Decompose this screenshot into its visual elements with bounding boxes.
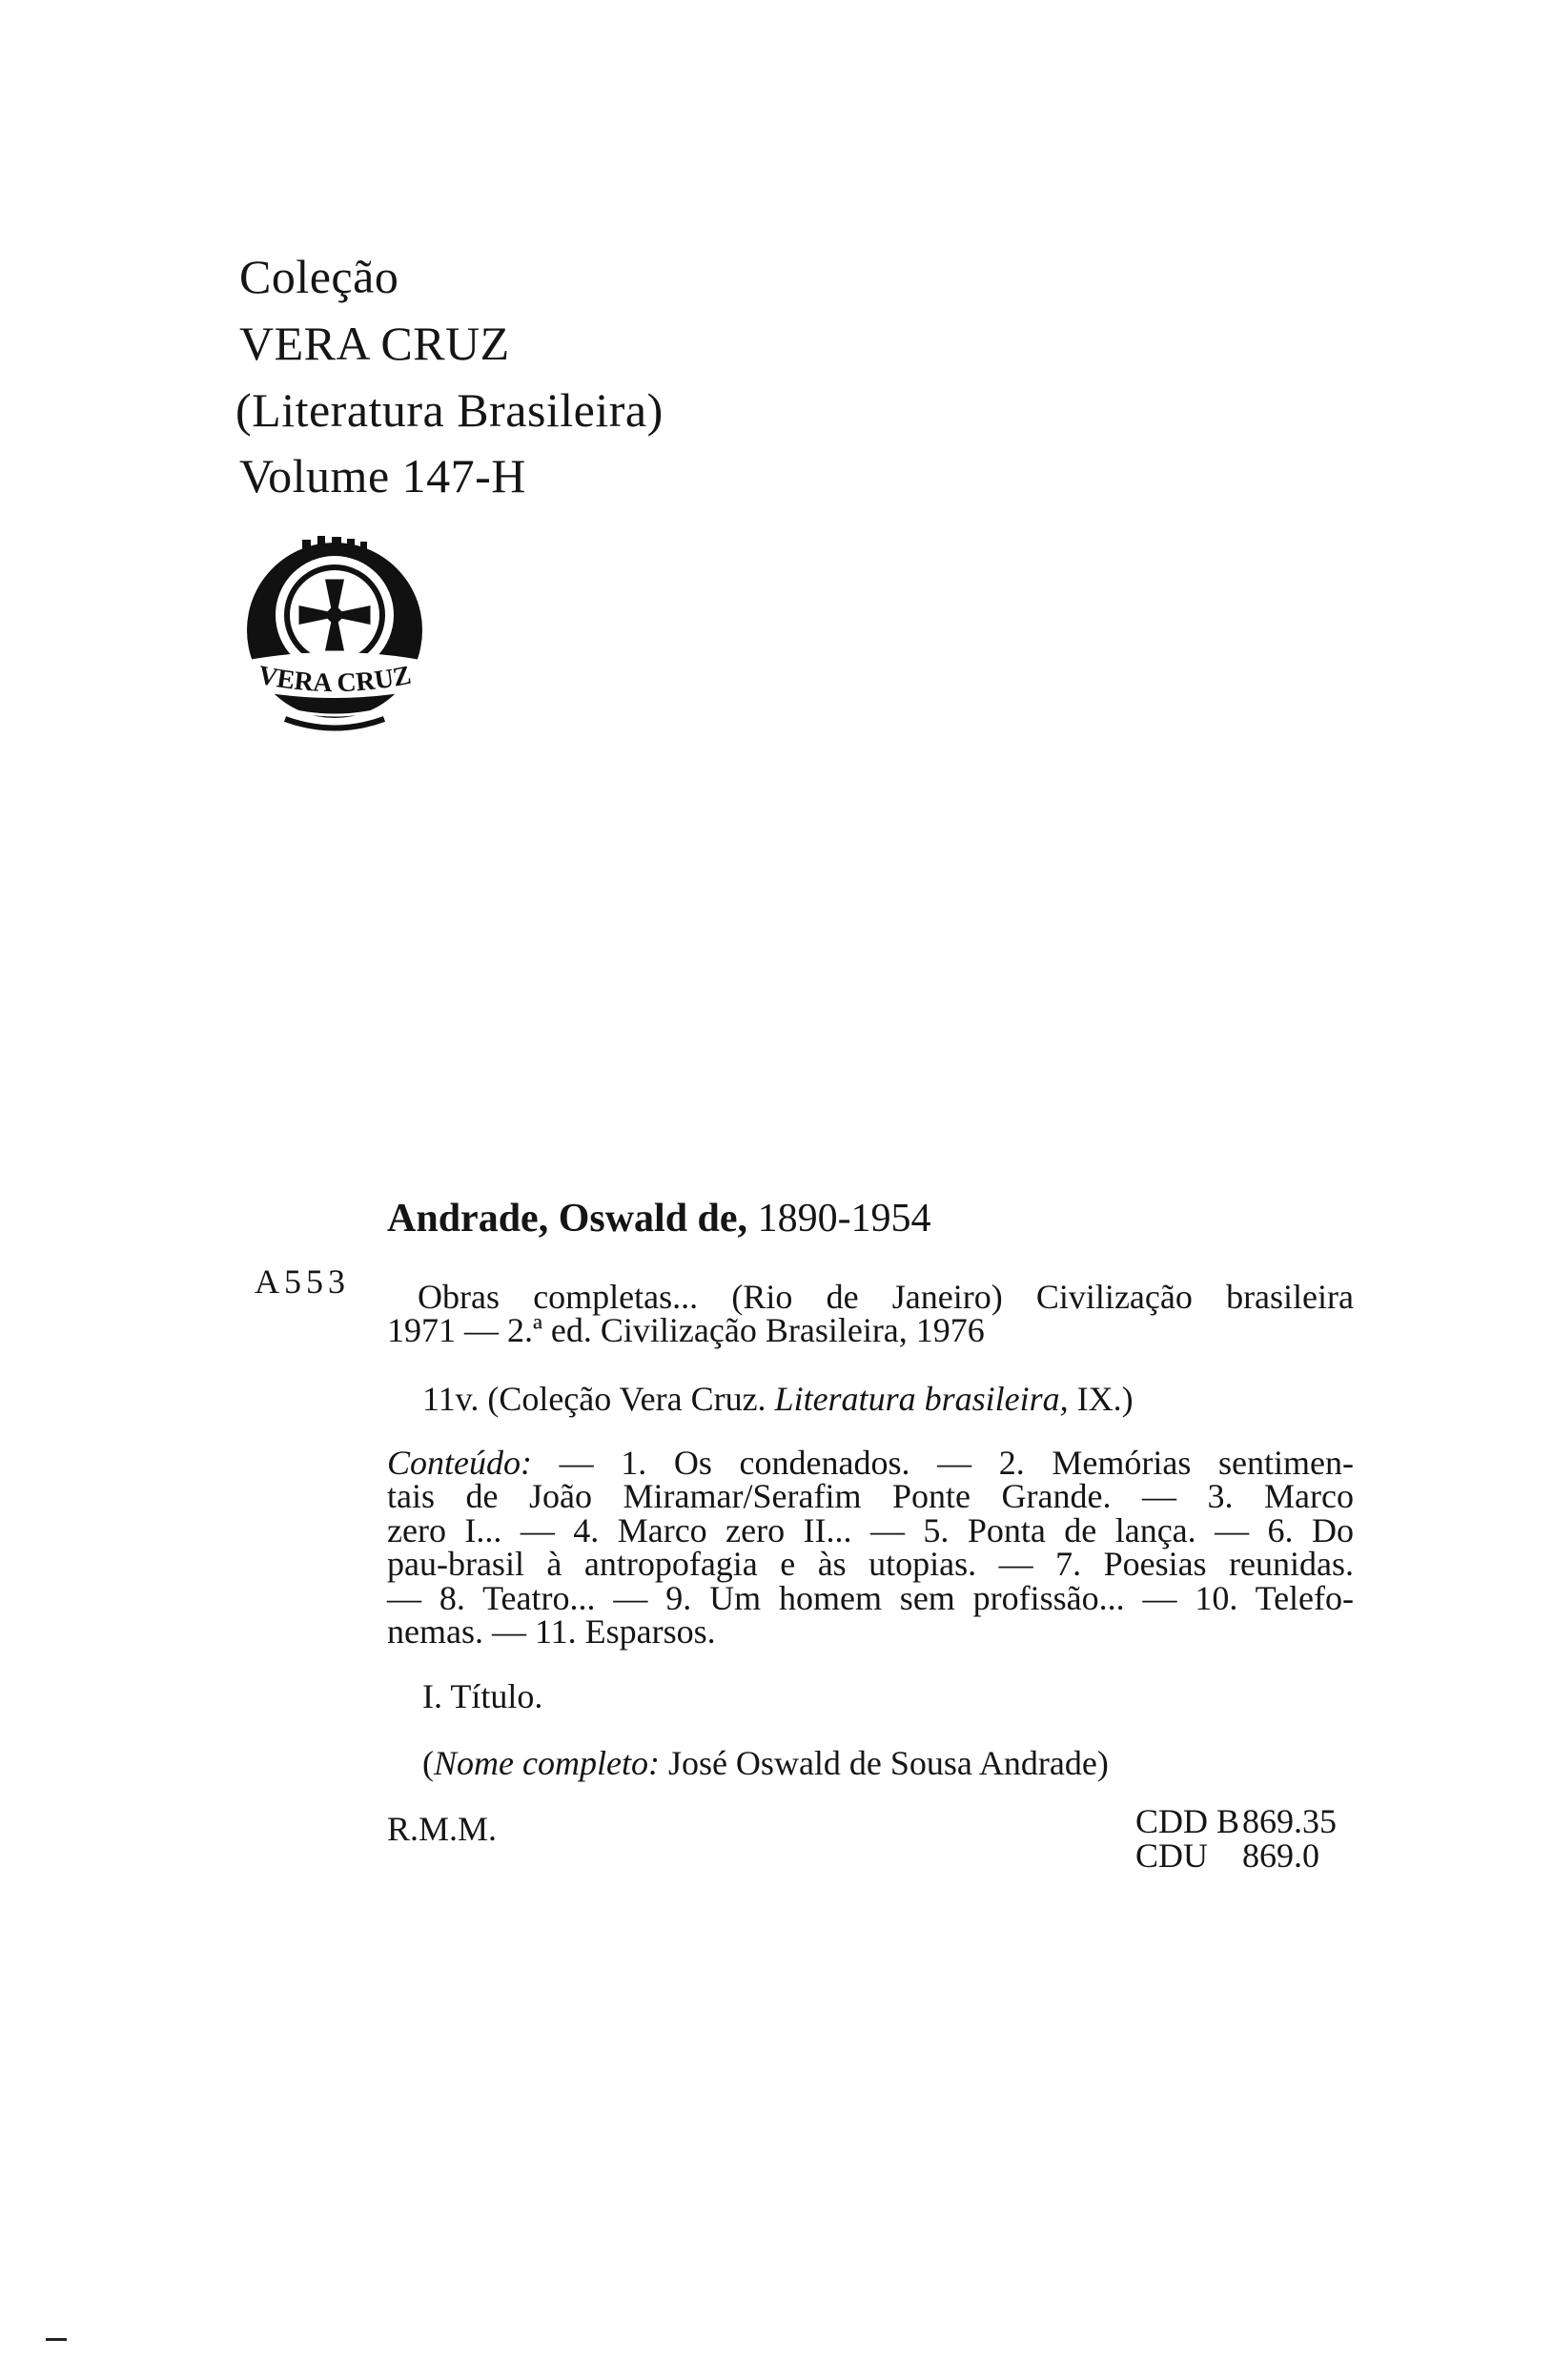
contents-text: — 1. Os condenados. — 2. Memórias sentimen- (559, 1444, 1354, 1482)
catalog-heading (387, 1199, 931, 1239)
cataloger-initials: R.M.M. (387, 1810, 498, 1848)
cdd-classification (1135, 1804, 1337, 1838)
logo-text: VERA CRUZ (255, 660, 414, 699)
volume-number: Volume 147-H (239, 449, 526, 503)
contents-line: tais de João Miramar/Serafim Ponte Grande. — 3. Marco (387, 1477, 1354, 1516)
contents-label: Conteúdo: (387, 1444, 532, 1482)
author-name: Andrade, Oswald de, (387, 1197, 748, 1241)
full-name-label: Nome completo: (434, 1744, 660, 1782)
collation-series-title: Literatura brasileira, (774, 1380, 1069, 1418)
collation-text: 11v. (Coleção Vera Cruz. (422, 1380, 766, 1418)
collection-name: VERA CRUZ (239, 317, 510, 370)
full-name-note (422, 1746, 1109, 1780)
cdd-value: 869.35 (1242, 1802, 1337, 1840)
contents-line: zero I... — 4. Marco zero II... — 5. Ponta de lança. — 6. Do (387, 1510, 1354, 1549)
title-tracing: I. Título. (422, 1677, 543, 1715)
cdu-value: 869.0 (1242, 1836, 1319, 1875)
contents-line: — 8. Teatro... — 9. Um homem sem profissão... — 10. Telefo- (387, 1578, 1354, 1617)
margin-dash (46, 2338, 67, 2341)
collation-series-number: IX.) (1076, 1380, 1134, 1418)
subseries-title: (Literatura Brasileira) (235, 383, 664, 437)
contents-line: pau-brasil à antropofagia e às utopias. — 7. Poesias reunidas. (387, 1545, 1354, 1584)
contents-line: nemas. — 11. Esparsos. (387, 1611, 716, 1651)
author-dates: 1890-1954 (757, 1197, 931, 1241)
vera-cruz-logo (239, 535, 430, 733)
collation-line (422, 1382, 1134, 1416)
cdd-label: CDD B (1135, 1802, 1240, 1840)
contents-line (387, 1446, 1354, 1480)
imprint-line: Obras completas... (Rio de Janeiro) Civilização brasileira (418, 1278, 1354, 1316)
cdu-classification (1135, 1838, 1319, 1873)
imprint-line: 1971 — 2.ª ed. Civilização Brasileira, 1976 (387, 1311, 985, 1349)
cdu-label: CDU (1135, 1836, 1209, 1875)
call-number: A553 (255, 1262, 350, 1301)
contents-note (387, 1446, 1354, 1649)
full-name-value: José Oswald de Sousa Andrade) (667, 1744, 1109, 1782)
full-name-open: ( (422, 1744, 434, 1782)
collection-label: Coleção (239, 250, 399, 303)
